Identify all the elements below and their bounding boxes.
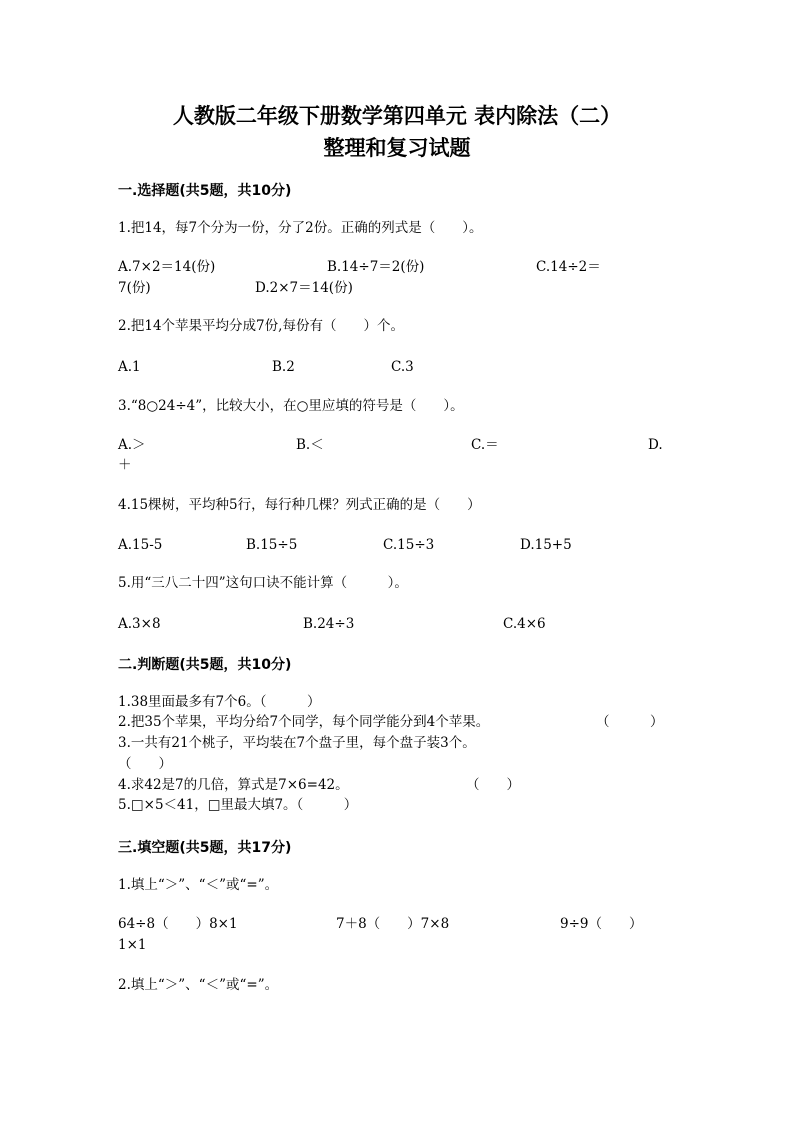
question-4-stem: 4.15棵树，平均种5行，每行种几棵？列式正确的是（ ） — [118, 497, 481, 513]
question-5-stem: 5.用“三八二十四”这句口诀不能计算（ ）。 — [118, 575, 408, 591]
question-2-stem: 2.把14个苹果平均分成7份,每份有（ ）个。 — [118, 318, 404, 334]
question-1-option-c: C.14÷2＝ — [536, 259, 601, 275]
judgement-4-answer-paren: （ ） — [466, 777, 520, 793]
judgement-3: 3.一共有21个桃子，平均装在7个盘子里，每个盘子装3个。 — [118, 735, 476, 751]
question-4-option-b: B.15÷5 — [246, 537, 298, 553]
question-1-option-d: D.2×7＝14(份) — [255, 280, 353, 296]
page-title-line-1: 人教版二年级下册数学第四单元 表内除法（二） — [172, 104, 622, 128]
section-heading-choice: 一.选择题(共5题，共10分) — [118, 183, 292, 199]
fill-in-1-expression-3: 9÷9（ ） — [560, 916, 643, 932]
judgement-2-answer-paren: （ ） — [596, 714, 664, 730]
question-3-option-d: D. — [648, 437, 663, 453]
fill-in-1-stem: 1.填上“＞”、“＜”或“=”。 — [118, 877, 279, 893]
question-5-option-b: B.24÷3 — [303, 616, 355, 632]
judgement-3-answer-paren: （ ） — [118, 756, 172, 772]
question-1-stem: 1.把14，每7个分为一份，分了2份。正确的列式是（ ）。 — [118, 220, 483, 236]
judgement-2: 2.把35个苹果，平均分给7个同学，每个同学能分到4个苹果。 — [118, 714, 490, 730]
question-3-option-d-continued: ＋ — [118, 457, 132, 473]
judgement-4: 4.求42是7的几倍，算式是7×6=42。 — [118, 777, 349, 793]
question-1-option-a: A.7×2＝14(份) — [118, 259, 216, 275]
question-2-option-a: A.1 — [118, 359, 141, 375]
question-4-option-a: A.15-5 — [118, 537, 163, 553]
question-3-stem: 3.“8○24÷4”，比较大小，在○里应填的符号是（ ）。 — [118, 398, 464, 414]
page-title-line-2: 整理和复习试题 — [323, 136, 471, 160]
section-heading-judgement: 二.判断题(共5题，共10分) — [118, 657, 292, 673]
question-3-option-a: A.＞ — [118, 437, 146, 453]
question-5-option-c: C.4×6 — [503, 616, 546, 632]
fill-in-1-expression-3-continued: 1×1 — [118, 937, 147, 953]
question-1-option-c-continued: 7(份) — [118, 280, 151, 296]
question-2-option-b: B.2 — [272, 359, 295, 375]
question-3-option-c: C.＝ — [471, 437, 499, 453]
question-1-option-b: B.14÷7＝2(份) — [327, 259, 425, 275]
question-5-option-a: A.3×8 — [118, 616, 161, 632]
fill-in-1-expression-1: 64÷8（ ）8×1 — [118, 916, 238, 932]
fill-in-1-expression-2: 7＋8（ ）7×8 — [336, 916, 450, 932]
judgement-5: 5.□×5＜41，□里最大填7。（ ） — [118, 797, 358, 813]
fill-in-2-stem: 2.填上“＞”、“＜”或“=”。 — [118, 977, 279, 993]
question-3-option-b: B.＜ — [296, 437, 324, 453]
question-2-option-c: C.3 — [391, 359, 414, 375]
question-4-option-d: D.15+5 — [520, 537, 572, 553]
judgement-1: 1.38里面最多有7个6。（ ） — [118, 694, 321, 710]
question-4-option-c: C.15÷3 — [383, 537, 435, 553]
section-heading-fill-in: 三.填空题(共5题，共17分) — [118, 840, 292, 856]
